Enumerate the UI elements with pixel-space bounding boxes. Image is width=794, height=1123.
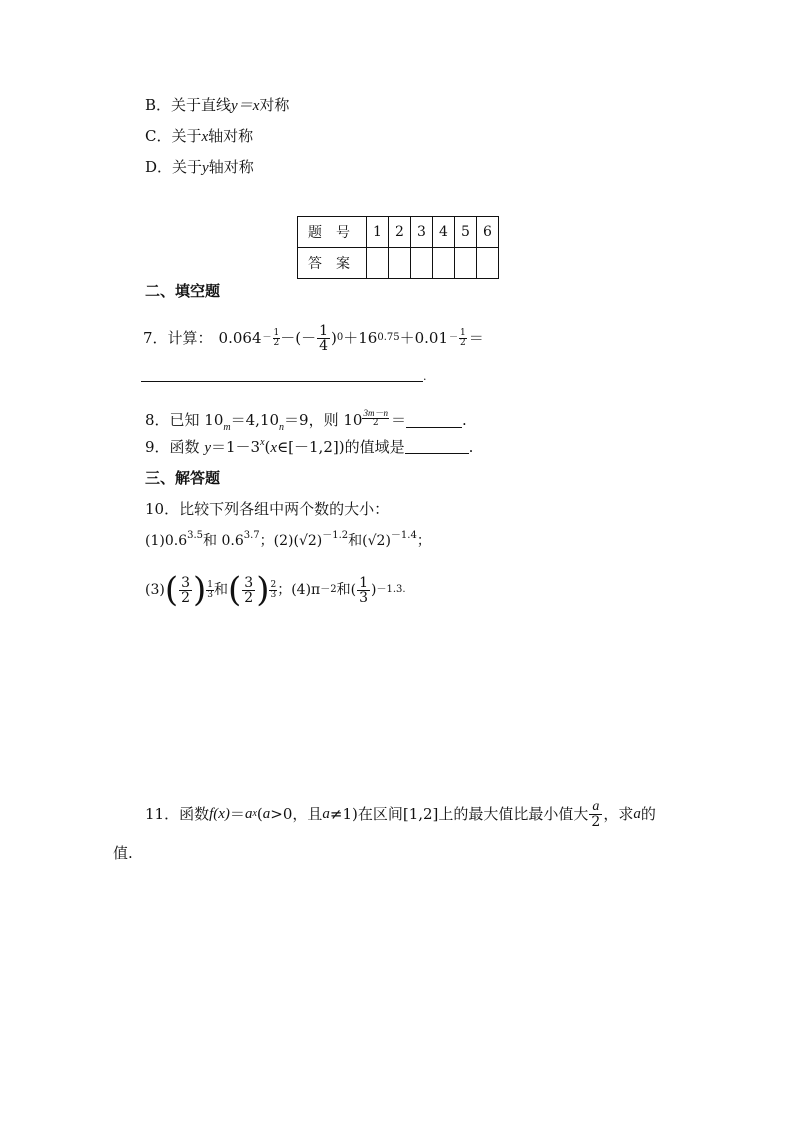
section-solve-heading: 三、解答题 bbox=[145, 469, 221, 487]
q7-lead: 7．计算： bbox=[143, 328, 213, 347]
question-10: 10．比较下列各组中两个数的大小： bbox=[145, 500, 390, 518]
q7-exp1: － bbox=[262, 332, 272, 343]
section-fill-heading: 二、填空题 bbox=[145, 282, 221, 300]
q11-fraction: $\frac{a}{2}$ bbox=[591, 798, 601, 830]
q7-op2: ＋16 bbox=[343, 328, 378, 347]
option-c bbox=[145, 129, 253, 145]
q8-eq: ＝ bbox=[390, 411, 406, 429]
option-c-prefix: C．关于 bbox=[145, 127, 202, 145]
answer-table-answer-row bbox=[298, 248, 499, 279]
q9-end: . bbox=[468, 438, 474, 456]
q7-base1: 0.064 bbox=[218, 328, 262, 347]
q11-lead: 11．函数 bbox=[145, 804, 210, 823]
q7-end: . bbox=[423, 370, 427, 383]
q10-line2: (3) ( $\frac{3}{2}$ ) 1 3 和 ( $\frac{3}{2}$ ) 2 3 ；(4)π －2 和( $\frac{1}{3}$ ) －1.3 . bbox=[145, 570, 406, 610]
q9-blank[interactable] bbox=[405, 441, 469, 454]
q7-fraction: $\frac{1}{4}$ bbox=[319, 322, 329, 354]
q10-frac2: $\frac{3}{2}$ bbox=[244, 574, 254, 606]
q10-exp1: 1 3 bbox=[207, 579, 214, 600]
question-9 bbox=[145, 437, 474, 456]
sqrt-2-second: √2 bbox=[367, 533, 386, 549]
table-answer-label: 答案 bbox=[298, 248, 367, 279]
q8-exp: 3m－n 2 bbox=[363, 408, 388, 428]
answer-cell-6[interactable] bbox=[477, 248, 499, 279]
answer-cell-5[interactable] bbox=[455, 248, 477, 279]
option-d bbox=[145, 160, 254, 176]
q7-op3: ＋0.01 bbox=[399, 328, 449, 347]
q10-frac1: $\frac{3}{2}$ bbox=[181, 574, 191, 606]
option-d-suffix: 轴对称 bbox=[208, 158, 254, 176]
answer-cell-2[interactable] bbox=[389, 248, 411, 279]
option-b bbox=[145, 98, 289, 114]
option-b-suffix: 对称 bbox=[259, 96, 290, 114]
q10-line1: $(1)0.6^{3.5}$和 $0.6^{3.7}$；$(2)(√2)^{-1.2}$和$(√2)^{-1.4}$； bbox=[145, 530, 431, 549]
answer-cell-3[interactable] bbox=[411, 248, 433, 279]
q9-mid1: ＝1－3 bbox=[210, 438, 261, 456]
q9-x-exp: x bbox=[260, 437, 265, 448]
q10-p3: (3) bbox=[145, 582, 165, 598]
q11-line2: 值. bbox=[113, 844, 133, 862]
question-7: 7．计算： 0.064 － 1 2 －(－ $\frac{1}{4}$ ) 0 ＋16 0.75 ＋0.01 － 1 2 ＝ bbox=[143, 322, 484, 354]
answer-cell-4[interactable] bbox=[433, 248, 455, 279]
question-11: 11．函数 f(x) ＝ a x ( a >0，且 a ≠1)在区间[1,2]上的最大值比最小值大 $\frac{a}{2}$ ，求 a 的 bbox=[145, 798, 656, 830]
option-c-math: x bbox=[201, 129, 209, 145]
q7-exp3: － bbox=[449, 332, 459, 343]
table-number-2: 2 bbox=[389, 217, 411, 248]
option-b-math: y＝x bbox=[231, 98, 260, 114]
q7-blank[interactable] bbox=[141, 369, 423, 382]
q11-fx: f(x) bbox=[209, 805, 230, 822]
q9-mid3: ∈[－1,2])的值域是 bbox=[277, 438, 405, 456]
answer-table-header-row bbox=[298, 217, 499, 248]
q7-close: ) bbox=[331, 328, 337, 347]
q8-mid2: ＝9，则 10 bbox=[284, 411, 363, 429]
q7-eq: ＝ bbox=[468, 328, 484, 347]
q10-p1: (1)0.6 bbox=[145, 533, 188, 549]
q9-x: x bbox=[270, 440, 278, 456]
q8-blank[interactable] bbox=[406, 415, 462, 428]
option-d-math: y bbox=[202, 160, 209, 176]
answer-table bbox=[297, 216, 499, 279]
table-number-6: 6 bbox=[477, 217, 499, 248]
q9-lead: 9．函数 bbox=[145, 438, 205, 456]
option-d-prefix: D．关于 bbox=[145, 158, 203, 176]
q8-mid1: ＝4,10 bbox=[230, 411, 280, 429]
q7-exp3-frac: 1 2 bbox=[460, 327, 466, 348]
q9-y: y bbox=[204, 440, 211, 456]
q10-frac3: $\frac{1}{3}$ bbox=[359, 574, 369, 606]
table-number-5: 5 bbox=[455, 217, 477, 248]
q7-exp1-frac: 1 2 bbox=[273, 327, 280, 348]
q9-mid2: ( bbox=[264, 438, 271, 456]
option-c-suffix: 轴对称 bbox=[208, 127, 254, 145]
q10-exp2: 2 3 bbox=[270, 579, 277, 600]
table-header-label: 题号 bbox=[298, 217, 367, 248]
q7-answer-line[interactable] bbox=[141, 368, 427, 383]
q8-end: . bbox=[461, 411, 467, 429]
question-8: 8．已知 10 m ＝4,10 n ＝9，则 10 3m－n 2 ＝ . bbox=[145, 408, 467, 433]
table-number-1: 1 bbox=[367, 217, 389, 248]
option-b-prefix: B．关于直线 bbox=[145, 96, 232, 114]
q8-lead: 8．已知 10 bbox=[145, 411, 224, 429]
table-number-3: 3 bbox=[411, 217, 433, 248]
sqrt-2: √2 bbox=[298, 533, 317, 549]
q7-op1: －(－ bbox=[280, 328, 317, 347]
table-number-4: 4 bbox=[433, 217, 455, 248]
answer-cell-1[interactable] bbox=[367, 248, 389, 279]
